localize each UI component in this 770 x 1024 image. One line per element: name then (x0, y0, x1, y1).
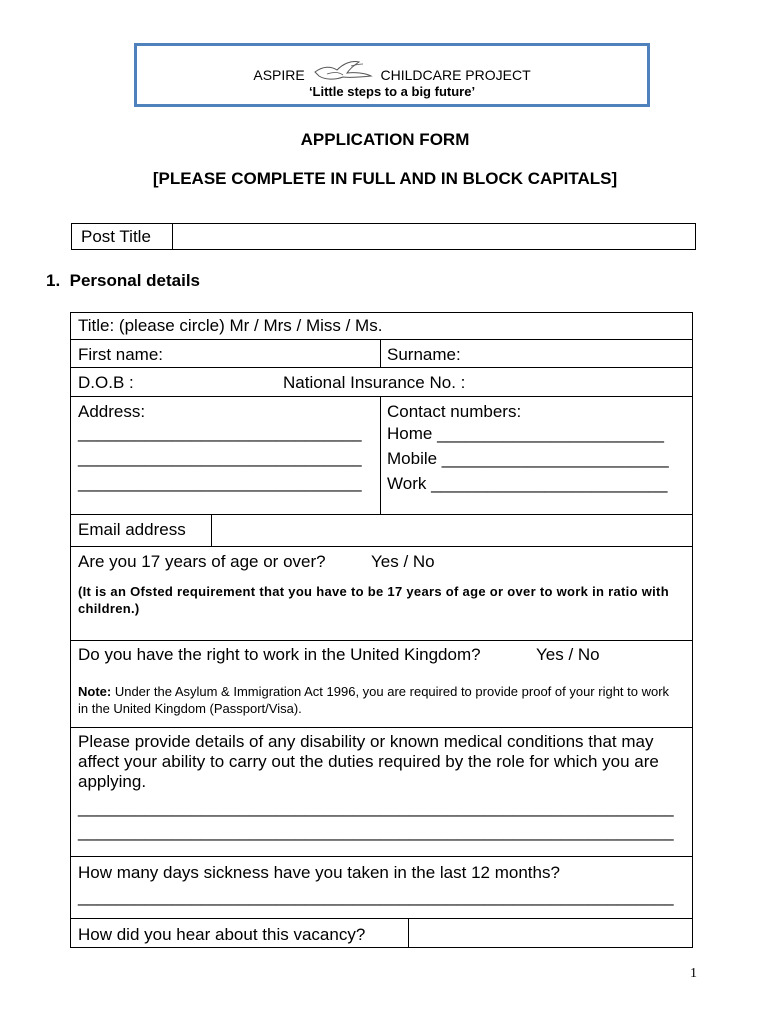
org-name-left: ASPIRE (253, 67, 305, 83)
divider (71, 727, 692, 728)
divider (71, 367, 692, 368)
disability-line-1[interactable]: _______________________________________________________________ (78, 798, 674, 817)
personal-details-table (70, 312, 693, 948)
divider (71, 339, 692, 340)
disability-question: Please provide details of any disability or known medical conditions that may affect your ability to carry out the duties required by the role for which you are applying. (78, 732, 659, 791)
page-number: 1 (690, 966, 697, 981)
right-to-work-question: Do you have the right to work in the United Kingdom? (78, 645, 481, 664)
email-field[interactable] (212, 514, 692, 545)
age-options[interactable]: Yes / No (371, 552, 435, 571)
title-row-label: Title: (please circle) Mr / Mrs / Miss / Ms. (78, 316, 383, 335)
home-phone-field[interactable]: Home ________________________ (387, 424, 664, 443)
address-line-2[interactable]: ______________________________ (78, 448, 362, 467)
ni-label: National Insurance No. : (283, 373, 466, 392)
vacancy-question: How did you hear about this vacancy? (78, 925, 366, 944)
address-label: Address: (78, 402, 146, 421)
email-label: Email address (78, 520, 186, 539)
dob-label: D.O.B : (78, 373, 134, 392)
sickness-line[interactable]: _______________________________________________________________ (78, 887, 674, 906)
dove-icon (313, 58, 373, 86)
note-text: Under the Asylum & Immigration Act 1996, you are required to provide proof of your right to work in the United Kingdom (Passport/Visa). (78, 684, 670, 716)
vacancy-field[interactable] (409, 918, 692, 946)
work-phone-field[interactable]: Work _________________________ (387, 474, 668, 493)
org-name-line (137, 58, 647, 86)
tagline: ‘Little steps to a big future’ (308, 84, 476, 99)
sickness-question: How many days sickness have you taken in the last 12 months? (78, 863, 560, 882)
address-line-1[interactable]: ______________________________ (78, 423, 362, 442)
contact-numbers-label: Contact numbers: (387, 402, 522, 421)
right-to-work-note (78, 683, 678, 717)
divider (380, 396, 381, 514)
divider (71, 640, 692, 641)
post-title-field[interactable] (173, 224, 695, 249)
divider (380, 339, 381, 368)
divider (71, 396, 692, 397)
first-name-label: First name: (78, 345, 164, 364)
instructions: [PLEASE COMPLETE IN FULL AND IN BLOCK CAPITALS] (152, 169, 618, 188)
disability-line-2[interactable]: _______________________________________________________________ (78, 822, 674, 841)
address-line-3[interactable]: ______________________________ (78, 473, 362, 492)
age-note: (It is an Ofsted requirement that you have to be 17 years of age or over to work in ratio with children.) (78, 584, 669, 616)
mobile-phone-field[interactable]: Mobile ________________________ (387, 449, 669, 468)
right-to-work-options[interactable]: Yes / No (536, 645, 600, 664)
divider (71, 856, 692, 857)
divider (71, 546, 692, 547)
surname-label: Surname: (387, 345, 461, 364)
note-label: Note: (78, 684, 112, 699)
form-title: APPLICATION FORM (300, 130, 470, 149)
org-name-right: CHILDCARE PROJECT (380, 67, 531, 83)
header-box (134, 43, 650, 107)
section-title-personal-details: 1. Personal details (46, 271, 201, 290)
age-question: Are you 17 years of age or over? (78, 552, 326, 571)
post-title-label: Post Title (81, 227, 151, 246)
